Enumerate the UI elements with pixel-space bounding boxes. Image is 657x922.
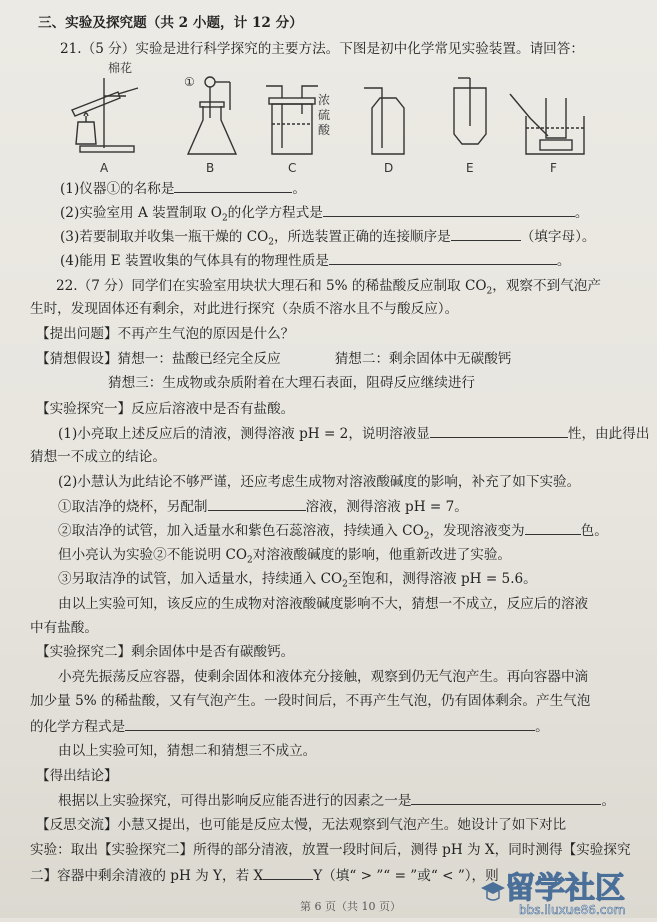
q22-reflection-title: 【反思交流】小慧又提出，也可能是反应太慢，无法观察到气泡产生。她设计了如下对比 xyxy=(36,817,567,833)
q22-line-1: 22.（7 分）同学们在实验室用块状大理石和 5% 的稀盐酸反应制取 $CO_2$，观察不到气泡产 xyxy=(56,278,601,297)
apparatus-f xyxy=(510,94,584,154)
label-b: B xyxy=(206,161,215,175)
q22-explore-1-title: 【实验探究一】反应后溶液中是否有盐酸。 xyxy=(36,401,295,417)
q21-part4: (4)能用 E 装置收集的气体具有的物理性质是 。 xyxy=(60,253,571,269)
q22-objection: 但小亮认为实验②不能说明 $CO_2$对溶液酸碱度的影响，他重新改进了实验。 xyxy=(58,547,512,566)
q22-explore-1-step-2: (2)小慧认为此结论不够严谨，还应考虑生成物对溶液酸碱度的影响，补充了如下实验。 xyxy=(58,474,581,490)
q21-part1: (1)仪器①的名称是 。 xyxy=(60,181,307,197)
apparatus-a xyxy=(72,78,138,152)
label-c: C xyxy=(288,161,297,175)
label-e: E xyxy=(466,161,474,175)
q21-part3: (3)若要制取并收集一瓶干燥的 $CO_2$，所选装置正确的连接顺序是 （填字母）。 xyxy=(60,229,596,248)
q22-equation: 的化学方程式是 。 xyxy=(30,719,549,735)
label-cotton: 棉花 xyxy=(108,61,133,75)
q22-line-2: 生时，发现固体还有剩余，对此进行探究（杂质不溶水且不与酸反应）。 xyxy=(30,301,459,317)
q22-reflection-line-1: 实验：取出【实验探究二】所得的部分清液，放置一段时间后，测得 pH 为 X，同时测得【实验探究 xyxy=(30,842,631,858)
q22-explore-2-line-2: 加少量 5% 的稀盐酸，又有气泡产生。一段时间后，不再产生气泡，仍有固体剩余。产生气泡 xyxy=(30,693,591,709)
section-title: 三、实验及探究题（共 2 小题，计 12 分） xyxy=(38,15,303,31)
page-footer: 第 6 页（共 10 页） xyxy=(300,900,401,913)
label-d: D xyxy=(384,161,394,175)
q21-stem: 21.（5 分）实验是进行科学探究的主要方法。下图是初中化学常见实验装置。请回答： xyxy=(60,41,584,57)
label-acid-3: 酸 xyxy=(318,123,331,137)
q22-result-title: 【得出结论】 xyxy=(36,768,118,784)
label-instrument-1: ① xyxy=(184,75,195,89)
site-watermark xyxy=(479,868,649,918)
q22-explore-2-line-1: 小亮先振荡反应容器，使剩余固体和液体充分接触，观察到仍无气泡产生。再向容器中滴 xyxy=(58,669,589,685)
watermark-text: 留学社区 xyxy=(505,871,625,906)
label-a: A xyxy=(100,161,109,175)
label-acid-2: 硫 xyxy=(318,108,331,122)
q22-explore-1-step-1: (1)小亮取上述反应后的清液，测得溶液 pH = 2，说明溶液显 性，由此得出 xyxy=(58,426,650,442)
q22-hypothesis-1: 【猜想假设】猜想一：盐酸已经完全反应 猜想二：剩余固体中无碳酸钙 xyxy=(36,351,512,367)
apparatus-d xyxy=(364,88,404,154)
label-f: F xyxy=(550,161,557,175)
q22-deduction-2: 中有盐酸。 xyxy=(30,620,98,636)
q22-explore-2-title: 【实验探究二】剩余固体中是否有碳酸钙。 xyxy=(36,644,295,660)
apparatus-figure xyxy=(60,58,620,178)
watermark-url: bbs.liuxue86.com xyxy=(519,903,626,917)
mortarboard-icon xyxy=(481,882,505,900)
apparatus-b xyxy=(188,77,236,154)
q22-step-c: ③另取洁净的试管，加入适量水，持续通入 $CO_2$至饱和，测得溶液 pH = 5.6。 xyxy=(58,571,537,590)
apparatus-drawing xyxy=(60,58,620,178)
q22-step-b: ②取洁净的试管，加入适量水和紫色石蕊溶液，持续通入 $CO_2$，发现溶液变为 色。 xyxy=(58,523,608,542)
q22-deduction-1: 由以上实验可知，该反应的生成物对溶液酸碱度影响不大，猜想一不成立，反应后的溶液 xyxy=(58,596,589,612)
label-acid-1: 浓 xyxy=(318,93,331,107)
q22-hypothesis-3: 猜想三：生成物或杂质附着在大理石表面，阻碍反应继续进行 xyxy=(108,375,476,391)
apparatus-e xyxy=(454,78,486,144)
q21-part2: (2)实验室用 A 装置制取 $O_2$的化学方程式是 。 xyxy=(60,205,589,224)
q22-step-a: ①取洁净的烧杯，另配制 溶液，测得溶液 pH = 7。 xyxy=(58,499,468,515)
q22-question: 【提出问题】不再产生气泡的原因是什么？ xyxy=(36,326,295,342)
q22-reflection-line-2: 二】容器中剩余清液的 pH 为 Y，若 X Y（填“ > ”“ = ”或“ < ”），则 xyxy=(30,868,499,884)
q22-explore-1-conclusion: 猜想一不成立的结论。 xyxy=(30,449,166,465)
q22-result: 根据以上实验探究，可得出影响反应能否进行的因素之一是 。 xyxy=(58,793,616,809)
q22-explore-2-conclusion: 由以上实验可知，猜想二和猜想三不成立。 xyxy=(58,743,317,759)
apparatus-c xyxy=(266,86,318,154)
